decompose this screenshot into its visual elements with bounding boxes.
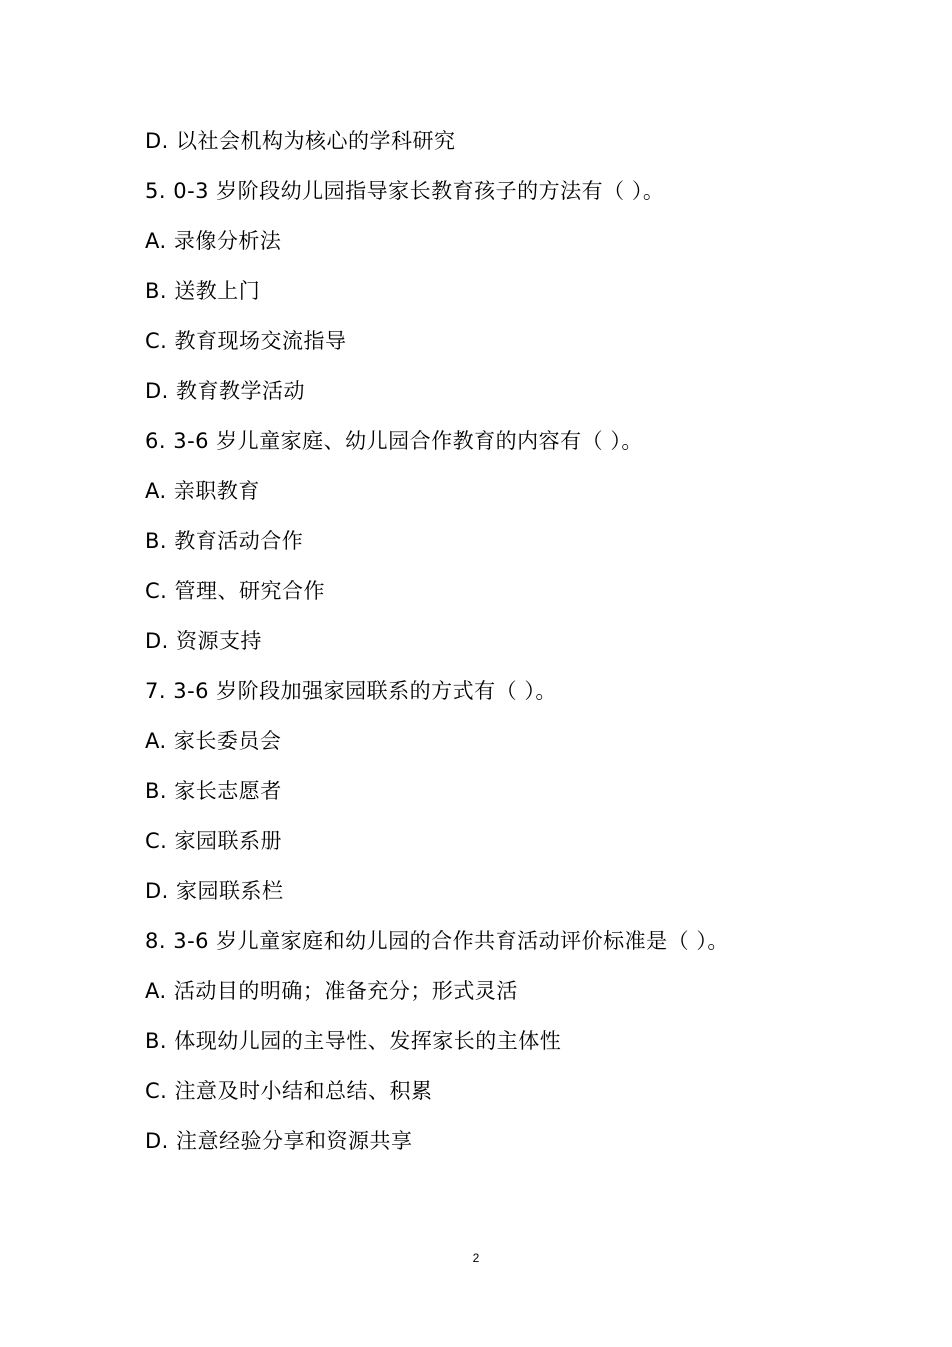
question-7: 7. 3-6 岁阶段加强家园联系的方式有（ ）。: [145, 679, 557, 703]
option-line: A. 家长委员会: [145, 729, 282, 753]
option-line: C. 注意及时小结和总结、积累: [145, 1079, 433, 1103]
option-line: A. 录像分析法: [145, 229, 282, 253]
option-line: C. 家园联系册: [145, 829, 283, 853]
document-body: [145, 120, 865, 1170]
question-6: 6. 3-6 岁儿童家庭、幼儿园合作教育的内容有（ ）。: [145, 429, 643, 453]
option-line: C. 管理、研究合作: [145, 579, 326, 603]
option-line: D. 注意经验分享和资源共享: [145, 1129, 413, 1153]
option-line: B. 体现幼儿园的主导性、发挥家长的主体性: [145, 1029, 562, 1053]
option-line: B. 家长志愿者: [145, 779, 282, 803]
option-line: A. 活动目的明确；准备充分；形式灵活: [145, 979, 518, 1003]
option-line: B. 教育活动合作: [145, 529, 304, 553]
question-5: 5. 0-3 岁阶段幼儿园指导家长教育孩子的方法有（ ）。: [145, 179, 665, 203]
option-line: D. 以社会机构为核心的学科研究: [145, 129, 456, 153]
question-8: 8. 3-6 岁儿童家庭和幼儿园的合作共育活动评价标准是（ ）。: [145, 929, 729, 953]
option-line: D. 家园联系栏: [145, 879, 284, 903]
page-number: 2: [472, 1251, 480, 1265]
option-line: D. 资源支持: [145, 629, 263, 653]
option-line: A. 亲职教育: [145, 479, 260, 503]
option-line: B. 送教上门: [145, 279, 261, 303]
option-line: D. 教育教学活动: [145, 379, 306, 403]
option-line: C. 教育现场交流指导: [145, 329, 347, 353]
